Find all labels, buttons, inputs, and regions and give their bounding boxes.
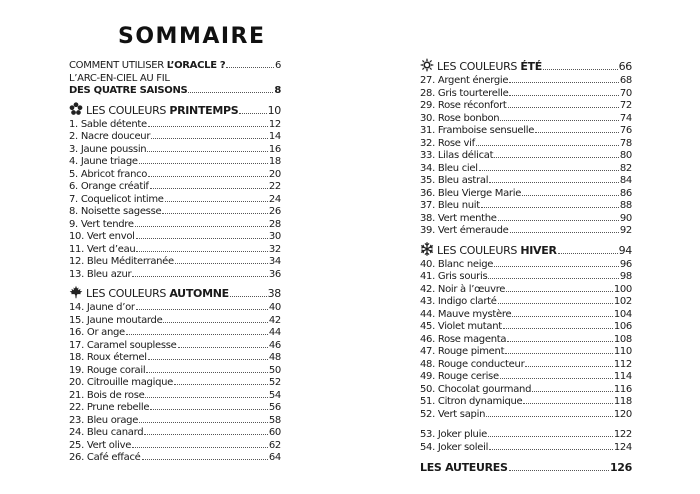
leader-dots (239, 113, 266, 114)
leader-dots (486, 416, 613, 417)
toc-entry[interactable] (69, 415, 281, 428)
toc-page-number: 56 (268, 402, 281, 413)
toc-entry-label: 12. Bleu Méditerranée (69, 256, 174, 267)
printemps-list (69, 119, 281, 282)
toc-entry[interactable] (69, 181, 281, 194)
toc-entry[interactable] (420, 309, 632, 322)
toc-entry-label: 19. Rouge corail (69, 364, 146, 376)
toc-entry[interactable] (69, 206, 281, 219)
leader-dots (135, 226, 268, 227)
toc-entry-label: 21. Bois de rose (69, 389, 145, 401)
toc-entry-label: 46. Rose magenta (420, 333, 507, 345)
toc-entry[interactable] (420, 259, 632, 272)
toc-entry[interactable] (420, 213, 632, 226)
leader-dots (148, 126, 268, 127)
toc-entry[interactable] (420, 442, 632, 455)
toc-entry-label: 15. Jaune moutarde (69, 314, 163, 326)
toc-entry-label: 14. Jaune d’or (69, 302, 135, 313)
toc-page-number: 70 (619, 87, 632, 99)
leader-dots (509, 470, 609, 471)
leader-dots (543, 69, 618, 70)
toc-entry-label: 26. Café effacé (69, 452, 141, 463)
toc-entry[interactable] (420, 296, 632, 309)
toc-entry[interactable] (420, 271, 632, 284)
toc-entry-label: 31. Framboise sensuelle (420, 125, 535, 136)
toc-entry-label: 48. Rouge conducteur (420, 358, 525, 370)
leader-dots (226, 67, 274, 68)
toc-page-number: 14 (268, 131, 281, 142)
toc-page-number: 34 (268, 256, 281, 267)
toc-entry[interactable] (420, 334, 632, 347)
toc-entry[interactable] (420, 75, 632, 88)
toc-entry[interactable] (420, 409, 632, 422)
toc-page-number: 62 (268, 439, 281, 451)
leader-dots (146, 372, 268, 373)
section-header-automne[interactable] (69, 285, 281, 302)
section-header-season: AUTOMNE (169, 287, 229, 300)
toc-entry-label: 24. Bleu canard (69, 427, 144, 438)
toc-entry-label: 35. Bleu astral (420, 175, 489, 186)
toc-entry-label: 10. Vert envol (69, 231, 135, 242)
leader-dots (488, 436, 613, 437)
toc-page-number: 74 (619, 112, 632, 124)
toc-entry-label: 40. Blanc neige (420, 258, 494, 270)
toc-entry-label: 6. Orange créatif (69, 181, 149, 192)
toc-page-number: 108 (613, 333, 632, 345)
toc-page-number: 118 (613, 396, 632, 407)
toc-entry[interactable] (69, 427, 281, 440)
leader-dots (151, 138, 268, 139)
toc-entry-label: 50. Chocolat gourmand (420, 383, 532, 395)
toc-entry-auteures[interactable] (420, 462, 632, 475)
section-header-printemps[interactable] (69, 102, 281, 119)
toc-entry-intro[interactable] (69, 60, 281, 73)
leader-dots (126, 334, 268, 335)
leader-dots (148, 359, 268, 360)
toc-entry[interactable] (420, 346, 632, 359)
leader-dots (509, 82, 619, 83)
leader-dots (558, 253, 618, 254)
sun-icon (420, 58, 434, 72)
toc-page-number: 98 (619, 271, 632, 282)
toc-page-number: 58 (268, 414, 281, 426)
toc-entry-label-bold: L’ORACLE ? (166, 60, 226, 71)
toc-page-number: 110 (613, 346, 632, 357)
toc-page-number: 8 (274, 85, 281, 96)
toc-entry-label: 20. Citrouille magique (69, 377, 174, 388)
toc-entry[interactable] (420, 175, 632, 188)
leader-dots (479, 170, 619, 171)
hiver-list (420, 259, 632, 422)
leader-dots (148, 176, 268, 177)
toc-entry-label: 2. Nacre douceur (69, 131, 151, 142)
toc-entry-label: 30. Rose bonbon (420, 112, 500, 124)
leader-dots (494, 157, 619, 158)
toc-entry[interactable] (420, 125, 632, 138)
toc-entry[interactable] (420, 359, 632, 372)
toc-entry-label: 39. Vert émeraude (420, 225, 509, 236)
toc-page-number: 6 (274, 60, 281, 71)
leader-dots (506, 291, 613, 292)
toc-entry[interactable] (69, 352, 281, 365)
toc-entry-label: 16. Or ange (69, 327, 125, 338)
toc-entry[interactable] (420, 284, 632, 297)
toc-page-number: 90 (619, 212, 632, 224)
leader-dots (510, 232, 619, 233)
leader-dots (508, 107, 619, 108)
section-header-label: LES COULEURS (86, 287, 170, 300)
toc-page-number: 92 (619, 225, 632, 236)
toc-entry[interactable] (69, 440, 281, 453)
toc-entry-label: 42. Noir à l’œuvre (420, 283, 506, 295)
toc-entry[interactable] (69, 327, 281, 340)
leader-dots (532, 391, 613, 392)
toc-entry[interactable] (69, 365, 281, 378)
toc-entry[interactable] (420, 188, 632, 201)
jokers-list (420, 429, 632, 454)
toc-page-number: 82 (619, 162, 632, 174)
leader-dots (178, 347, 268, 348)
toc-page-number: 94 (618, 243, 632, 257)
toc-page-number: 122 (613, 429, 632, 440)
toc-entry[interactable] (69, 377, 281, 390)
toc-entry-label: 33. Lilas délicat (420, 150, 494, 161)
toc-entry-label: 28. Gris tourterelle (420, 87, 509, 99)
leader-dots (488, 278, 618, 279)
toc-entry[interactable] (69, 131, 281, 144)
toc-page-number: 18 (268, 156, 281, 167)
leader-dots (476, 145, 619, 146)
toc-entry[interactable] (69, 315, 281, 328)
toc-page-number: 50 (268, 364, 281, 376)
toc-page-number: 88 (619, 200, 632, 211)
section-header-season: ÉTÉ (520, 60, 542, 73)
toc-page-number: 24 (268, 193, 281, 205)
toc-entry[interactable] (420, 150, 632, 163)
toc-entry[interactable] (420, 396, 632, 409)
leader-dots (150, 188, 268, 189)
flower-icon (69, 102, 83, 116)
toc-entry-label: 22. Prune rebelle (69, 402, 150, 413)
toc-page-number: 86 (619, 187, 632, 199)
toc-page-number: 66 (618, 60, 632, 73)
toc-page-number: 100 (613, 283, 632, 295)
toc-left-column (69, 60, 281, 465)
toc-entry[interactable] (69, 219, 281, 232)
toc-page-number: 116 (613, 383, 632, 395)
toc-page-number: 114 (613, 371, 632, 382)
leader-dots (175, 263, 268, 264)
toc-page-number: 38 (267, 287, 281, 300)
toc-entry-label: 52. Vert sapin (420, 408, 486, 420)
toc-entry-label: 1. Sable détente (69, 118, 147, 130)
leader-dots (489, 449, 613, 450)
leader-dots (507, 341, 613, 342)
toc-page-number: 48 (268, 352, 281, 363)
leader-dots (498, 303, 613, 304)
toc-entry-label: 29. Rose réconfort (420, 100, 507, 111)
toc-entry[interactable] (420, 163, 632, 176)
section-header-label: LES COULEURS (437, 60, 521, 73)
snowflake-icon (420, 242, 434, 256)
toc-entry[interactable] (69, 119, 281, 132)
leader-dots (136, 309, 268, 310)
toc-page-number: 40 (268, 302, 281, 313)
page-title: SOMMAIRE (118, 24, 266, 49)
toc-page-number: 106 (613, 321, 632, 332)
leader-dots (139, 163, 268, 164)
toc-entry[interactable] (69, 402, 281, 415)
toc-entry[interactable] (420, 321, 632, 334)
toc-entry[interactable] (69, 256, 281, 269)
toc-page-number: 78 (619, 137, 632, 149)
leader-dots (523, 403, 612, 404)
toc-entry-label: 34. Bleu ciel (420, 162, 478, 174)
toc-entry-label: 11. Vert d’eau (69, 243, 136, 255)
toc-entry-label: 32. Rose vif (420, 137, 475, 149)
toc-entry-label: 8. Noisette sagesse (69, 206, 162, 217)
leader-dots (136, 238, 268, 239)
toc-entry-label: 36. Bleu Vierge Marie (420, 187, 522, 199)
leader-dots (163, 322, 267, 323)
toc-page-number: 124 (613, 441, 632, 453)
leader-dots (498, 220, 619, 221)
toc-page-number: 28 (268, 218, 281, 230)
toc-entry-label: 45. Violet mutant (420, 321, 502, 332)
leader-dots (132, 447, 268, 448)
toc-entry[interactable] (69, 390, 281, 403)
ete-list (420, 75, 632, 238)
leader-dots (132, 276, 268, 277)
toc-entry-label: 47. Rouge piment (420, 346, 505, 357)
toc-page-number: 126 (609, 461, 632, 474)
toc-entry-label: 7. Coquelicot intime (69, 193, 164, 205)
toc-page-number: 20 (268, 168, 281, 180)
toc-entry[interactable] (69, 144, 281, 157)
toc-page-number: 22 (268, 181, 281, 192)
leader-dots (500, 378, 613, 379)
leader-dots (500, 120, 619, 121)
leader-dots (489, 182, 619, 183)
toc-entry-label: 41. Gris souris (420, 271, 488, 282)
toc-page-number: 72 (619, 100, 632, 111)
toc-entry-label: 18. Roux éternel (69, 352, 147, 363)
toc-page-number: 60 (268, 427, 281, 438)
leader-dots (522, 195, 619, 196)
leader-dots (494, 266, 619, 267)
toc-entry-arc-en-ciel-line1[interactable] (69, 73, 281, 86)
toc-page-number: 84 (619, 175, 632, 186)
leader-dots (481, 207, 619, 208)
toc-entry[interactable] (69, 194, 281, 207)
leader-dots (509, 95, 618, 96)
toc-entry[interactable] (420, 100, 632, 113)
toc-entry-label: 51. Citron dynamique (420, 396, 523, 407)
toc-entry[interactable] (420, 384, 632, 397)
toc-entry[interactable] (69, 452, 281, 465)
toc-page-number: 96 (619, 258, 632, 270)
leader-dots (139, 422, 268, 423)
leader-dots (142, 459, 268, 460)
toc-entry-label: 9. Vert tendre (69, 218, 134, 230)
leader-dots (188, 92, 273, 93)
toc-entry[interactable] (69, 169, 281, 182)
section-header-label: LES COULEURS (437, 243, 521, 257)
leader-dots (505, 353, 613, 354)
leader-dots (230, 296, 267, 297)
toc-entry[interactable] (69, 231, 281, 244)
toc-entry-label: 53. Joker pluie (420, 429, 487, 440)
leader-dots (136, 251, 267, 252)
leader-dots (174, 384, 268, 385)
maple-leaf-icon (69, 285, 83, 299)
leader-dots (535, 132, 619, 133)
section-header-season: PRINTEMPS (169, 103, 239, 117)
toc-page-number: 80 (619, 150, 632, 161)
toc-page-number: 26 (268, 206, 281, 217)
leader-dots (144, 434, 268, 435)
automne-list (69, 302, 281, 465)
toc-entry-label: L’ARC-EN-CIEL AU FIL (69, 72, 170, 84)
toc-entry-label: 3. Jaune poussin (69, 143, 147, 155)
leader-dots (525, 366, 612, 367)
toc-page-number: 52 (268, 377, 281, 388)
toc-entry[interactable] (420, 371, 632, 384)
toc-entry-label: 49. Rouge cerise (420, 371, 499, 382)
toc-page-number: 112 (613, 358, 632, 370)
toc-entry-label: LES AUTEURES (420, 461, 508, 474)
leader-dots (147, 151, 268, 152)
toc-entry-arc-en-ciel[interactable] (69, 85, 281, 98)
toc-page-number: 44 (268, 327, 281, 338)
toc-entry-label: 37. Bleu nuit (420, 200, 480, 211)
toc-page-number: 64 (268, 452, 281, 463)
leader-dots (512, 316, 613, 317)
toc-entry-label: 23. Bleu orage (69, 414, 139, 426)
toc-entry[interactable] (69, 340, 281, 353)
toc-page-number: 120 (613, 408, 632, 420)
section-header-label: LES COULEURS (86, 103, 170, 117)
toc-page-number: 42 (268, 314, 281, 326)
section-header-ete[interactable] (420, 58, 632, 75)
toc-page-number: 32 (268, 243, 281, 255)
toc-page-number: 36 (268, 268, 281, 280)
leader-dots (150, 409, 268, 410)
leader-dots (162, 213, 268, 214)
toc-entry-label: 25. Vert olive (69, 439, 132, 451)
toc-page-number: 68 (619, 75, 632, 86)
toc-entry-label: 27. Argent énergie (420, 75, 509, 86)
toc-page-number: 10 (267, 103, 281, 117)
toc-entry[interactable] (69, 156, 281, 169)
toc-entry-label: 54. Joker soleil (420, 441, 489, 453)
leader-dots (145, 397, 267, 398)
toc-entry[interactable] (420, 138, 632, 151)
toc-entry-label: COMMENT UTILISER (69, 60, 167, 71)
toc-entry[interactable] (420, 88, 632, 101)
toc-entry-label: 4. Jaune triage (69, 156, 138, 167)
leader-dots (503, 328, 613, 329)
toc-entry-label: 44. Mauve mystère (420, 308, 512, 320)
toc-page-number: 12 (268, 118, 281, 130)
toc-entry-label: 17. Caramel souplesse (69, 339, 177, 351)
toc-page-number: 54 (268, 389, 281, 401)
toc-page-number: 76 (619, 125, 632, 136)
toc-entry[interactable] (69, 244, 281, 257)
toc-entry[interactable] (420, 225, 632, 238)
toc-page-number: 102 (613, 296, 632, 307)
section-header-hiver[interactable] (420, 242, 632, 259)
toc-entry-label: 5. Abricot franco (69, 168, 148, 180)
toc-right-column (420, 58, 632, 475)
toc-entry[interactable] (420, 429, 632, 442)
toc-entry[interactable] (69, 302, 281, 315)
toc-entry-label: 43. Indigo clarté (420, 296, 497, 307)
leader-dots (165, 201, 268, 202)
toc-entry-label: 38. Vert menthe (420, 212, 497, 224)
toc-entry-label: 13. Bleu azur (69, 268, 132, 280)
toc-page-number: 104 (613, 308, 632, 320)
section-header-season: HIVER (520, 243, 557, 257)
toc-page-number: 30 (268, 231, 281, 242)
toc-entry-label-bold: DES QUATRE SAISONS (69, 85, 188, 96)
toc-entry[interactable] (420, 113, 632, 126)
toc-entry[interactable] (69, 269, 281, 282)
toc-page-number: 16 (268, 143, 281, 155)
toc-entry[interactable] (420, 200, 632, 213)
toc-page-number: 46 (268, 339, 281, 351)
